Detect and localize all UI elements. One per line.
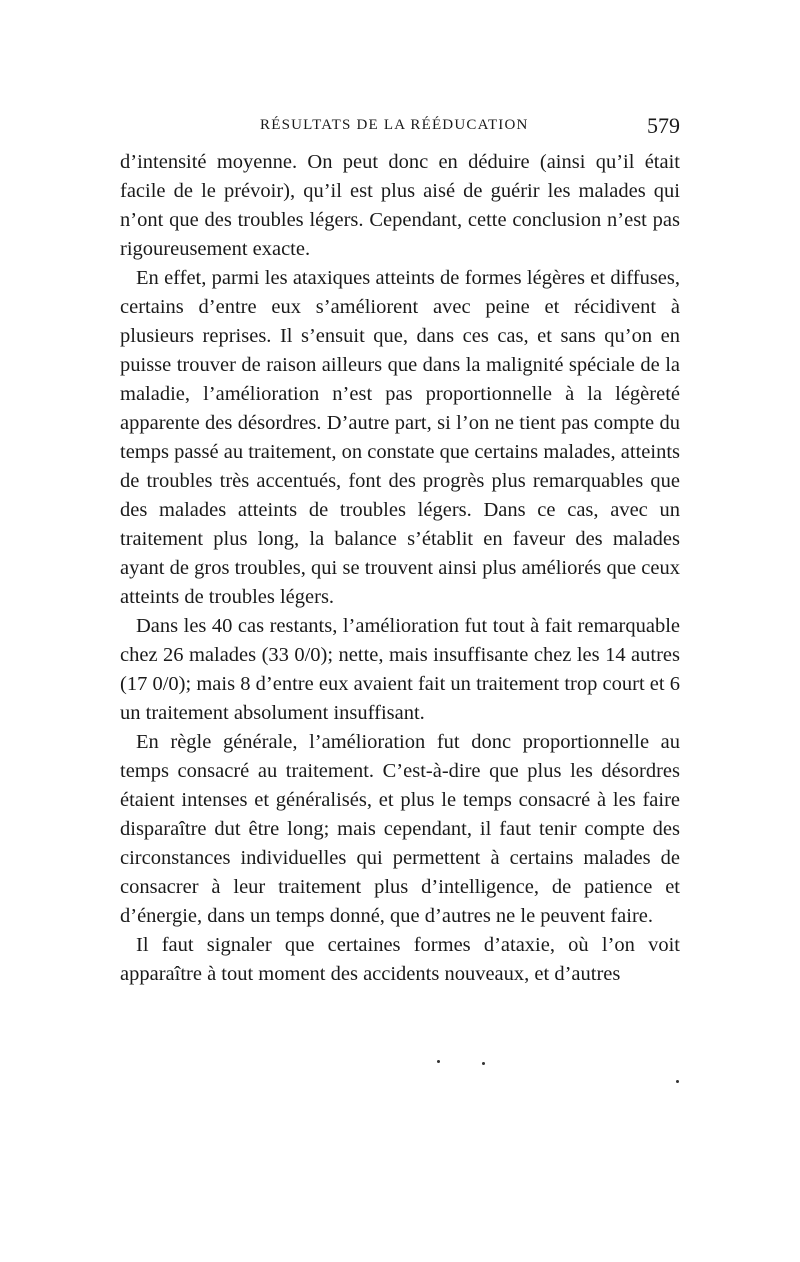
print-speck <box>676 1080 679 1083</box>
body-text <box>120 148 680 989</box>
print-speck <box>482 1062 485 1065</box>
running-title: RÉSULTATS DE LA RÉÉDUCATION <box>260 117 529 133</box>
paragraph: Dans les 40 cas restants, l’amélioration fut tout à fait remarquable chez 26 malades (33 0/0); nette, mais insuffisante chez les 14 autres (17 0/0); mais 8 d’entre eux avaient fait un traitement trop court et 6 un traitement absolument insuffisant. <box>120 615 680 724</box>
paragraph: d’intensité moyenne. On peut donc en déduire (ainsi qu’il était facile de le prévoir), qu’il est plus aisé de guérir les malades qui n’ont que des troubles légers. Cependant, cette conclusion n’est pas rigoureusement exacte. <box>120 151 680 260</box>
paragraph: Il faut signaler que certaines formes d’ataxie, où l’on voit apparaître à tout moment des accidents nouveaux, et d’autres <box>120 934 680 985</box>
page-number: 579 <box>647 113 680 138</box>
paragraph: En règle générale, l’amélioration fut donc proportionnelle au temps consacré au traitement. C’est-à-dire que plus les désordres étaient intenses et généralisés, et plus le temps consacré à les faire disparaître dut être long; mais cependant, il faut tenir compte des circonstances individuelles qui permettent à certains malades de consacrer à leur traitement plus d’intelligence, de patience et d’énergie, dans un temps donné, que d’autres ne le peuvent faire. <box>120 731 680 927</box>
running-head <box>120 113 680 143</box>
paragraph: En effet, parmi les ataxiques atteints de formes légères et diffuses, certains d’entre eux s’améliorent avec peine et récidivent à plusieurs reprises. Il s’ensuit que, dans ces cas, et sans qu’on en puisse trouver de raison ailleurs que dans la malignité spéciale de la maladie, l’amélioration n’est pas proportionnelle à la légèreté apparente des désordres. D’autre part, si l’on ne tient pas compte du temps passé au traitement, on constate que certains malades, atteints de troubles très accentués, font des progrès plus remarquables que des malades atteints de troubles légers. Dans ce cas, avec un traitement plus long, la balance s’établit en faveur des malades ayant de gros troubles, qui se trouvent ainsi plus améliorés que ceux atteints de troubles légers. <box>120 267 680 608</box>
print-speck <box>437 1060 440 1063</box>
